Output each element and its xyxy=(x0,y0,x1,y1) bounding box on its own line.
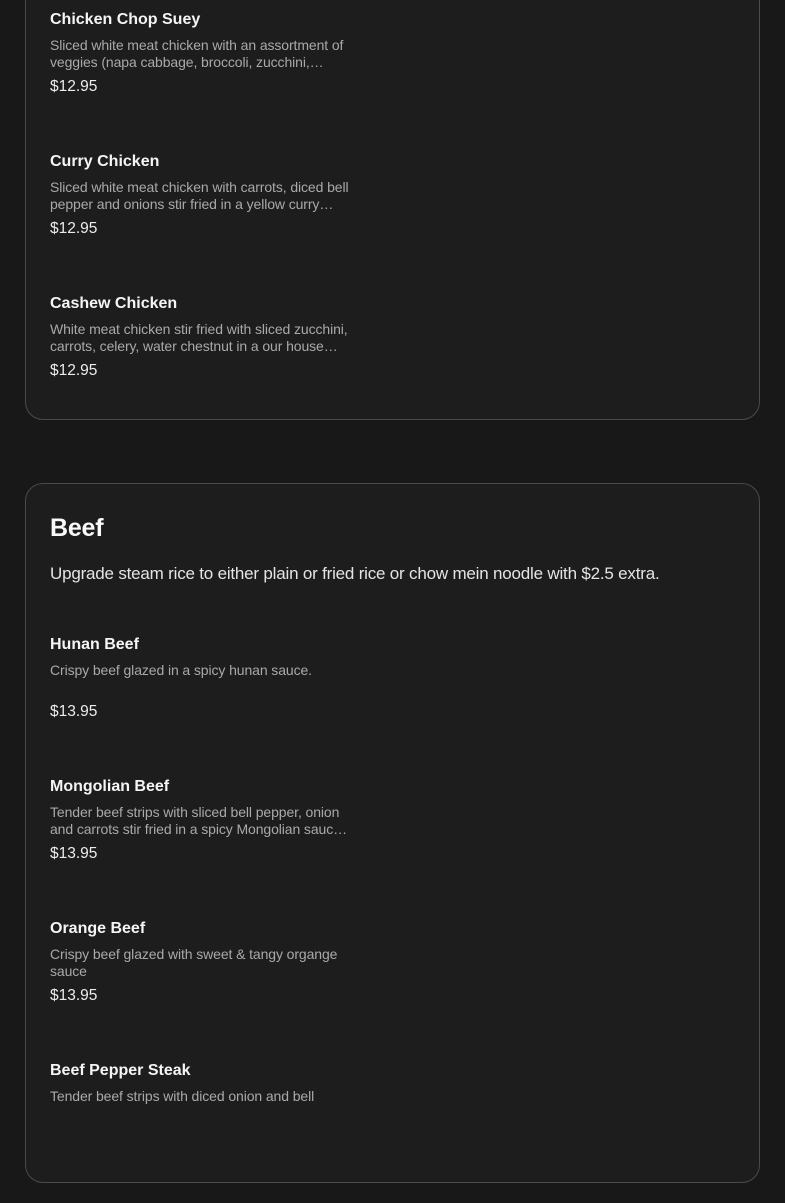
menu-item-name: Orange Beef xyxy=(50,920,146,937)
menu-section-beef xyxy=(25,483,760,1183)
menu-item[interactable] xyxy=(50,294,735,436)
menu-item-description xyxy=(50,179,735,213)
section-heading: Beef xyxy=(50,514,104,542)
menu-item-name: Cashew Chicken xyxy=(50,295,178,312)
menu-item-description-line: Tender beef strips with diced onion and bell xyxy=(50,1088,315,1104)
menu-item-description xyxy=(50,662,735,696)
menu-item-name: Beef Pepper Steak xyxy=(50,1062,191,1079)
menu-section-chicken xyxy=(25,0,760,420)
menu-item-description-line: and carrots stir fried in a spicy Mongolian sauc… xyxy=(50,821,348,837)
menu-item[interactable] xyxy=(50,152,735,294)
menu-item-name: Mongolian Beef xyxy=(50,778,170,795)
menu-item-description-line: Crispy beef glazed in a spicy hunan sauce. xyxy=(50,662,312,678)
menu-item[interactable] xyxy=(50,919,735,1061)
menu-item-price: $12.95 xyxy=(50,78,98,95)
menu-item-list xyxy=(50,10,735,436)
menu-item-description-line: White meat chicken stir fried with sliced zucchini, xyxy=(50,321,348,337)
menu-item-description-line: veggies (napa cabbage, broccoli, zucchini,… xyxy=(50,54,324,70)
menu-item-name: Hunan Beef xyxy=(50,636,139,653)
menu-item-description xyxy=(50,1088,735,1122)
menu-item-description xyxy=(50,321,735,355)
menu-item-name: Curry Chicken xyxy=(50,153,160,170)
menu-item-description xyxy=(50,946,735,980)
menu-item-description-line: Crispy beef glazed with sweet & tangy organge xyxy=(50,946,338,962)
menu-item-description-line: Sliced white meat chicken with carrots, diced bell xyxy=(50,179,349,195)
section-subtitle: Upgrade steam rice to either plain or fried rice or chow mein noodle with $2.5 extra. xyxy=(50,564,660,583)
menu-item-description-line: pepper and onions stir fried in a yellow curry… xyxy=(50,196,334,212)
menu-item-price: $13.95 xyxy=(50,987,98,1004)
menu-item[interactable] xyxy=(50,1061,735,1203)
menu-item-description xyxy=(50,804,735,838)
menu-item-price: $13.95 xyxy=(50,703,98,720)
menu-item-list xyxy=(50,635,735,1203)
menu-item-description xyxy=(50,37,735,71)
menu-item[interactable] xyxy=(50,10,735,152)
menu-item-price: $12.95 xyxy=(50,220,98,237)
menu-item-description-line: Sliced white meat chicken with an assortment of xyxy=(50,37,344,53)
menu-item-description-line: carrots, celery, water chestnut in a our house… xyxy=(50,338,338,354)
menu-item[interactable] xyxy=(50,777,735,919)
menu-item-description-line: Tender beef strips with sliced bell pepper, onion xyxy=(50,804,340,820)
menu-item-name: Chicken Chop Suey xyxy=(50,11,201,28)
menu-item[interactable] xyxy=(50,635,735,777)
menu-item-price: $13.95 xyxy=(50,845,98,862)
menu-item-price: $12.95 xyxy=(50,362,98,379)
menu-item-description-line: sauce xyxy=(50,963,87,979)
